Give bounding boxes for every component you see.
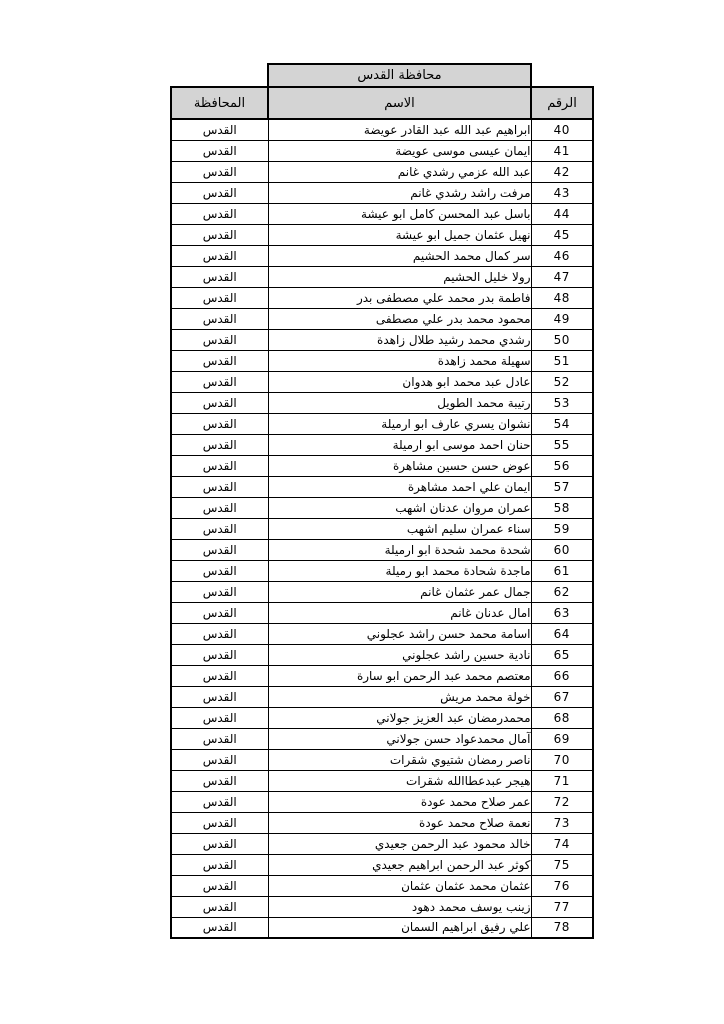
cell-governorate: القدس [171,917,268,938]
cell-name: سناء عمران سليم اشهب [268,518,531,539]
cell-number: 64 [531,623,593,644]
cell-governorate: القدس [171,287,268,308]
cell-governorate: القدس [171,245,268,266]
cell-number: 43 [531,182,593,203]
table-row [171,581,593,602]
table-row [171,455,593,476]
cell-name: نشوان يسري عارف ابو ارميلة [268,413,531,434]
cell-number: 67 [531,686,593,707]
cell-name: مرفت راشد رشدي غانم [268,182,531,203]
cell-governorate: القدس [171,266,268,287]
table-row [171,623,593,644]
table-row [171,350,593,371]
cell-number: 77 [531,896,593,917]
table-row [171,413,593,434]
table-row [171,812,593,833]
cell-number: 45 [531,224,593,245]
cell-name: هيجر عبدعطاالله شقرات [268,770,531,791]
table-row [171,644,593,665]
col-header-number: الرقم [531,87,593,119]
cell-number: 50 [531,329,593,350]
cell-governorate: القدس [171,833,268,854]
cell-name: رولا خليل الحشيم [268,266,531,287]
cell-number: 69 [531,728,593,749]
cell-number: 76 [531,875,593,896]
cell-name: عمران مروان عدنان اشهب [268,497,531,518]
table-row [171,749,593,770]
cell-number: 46 [531,245,593,266]
table-title-cell: محافظة القدس [268,64,531,87]
cell-number: 66 [531,665,593,686]
col-header-governorate: المحافظة [171,87,268,119]
cell-number: 47 [531,266,593,287]
table-row [171,182,593,203]
table-row [171,833,593,854]
table-row [171,686,593,707]
table-row [171,308,593,329]
cell-name: زينب يوسف محمد دهود [268,896,531,917]
cell-governorate: القدس [171,539,268,560]
cell-governorate: القدس [171,119,268,140]
table-row [171,539,593,560]
cell-name: اسامة محمد حسن راشد عجلوني [268,623,531,644]
cell-name: حنان احمد موسى ابو ارميلة [268,434,531,455]
cell-name: فاطمة بدر محمد علي مصطفى بدر [268,287,531,308]
cell-governorate: القدس [171,308,268,329]
cell-number: 44 [531,203,593,224]
cell-name: نهيل عثمان جميل ابو عيشة [268,224,531,245]
table-row [171,434,593,455]
table-row [171,287,593,308]
cell-number: 58 [531,497,593,518]
cell-name: ماجدة شحادة محمد ابو رميلة [268,560,531,581]
cell-number: 41 [531,140,593,161]
table-row [171,854,593,875]
table-row [171,665,593,686]
table-row [171,560,593,581]
cell-name: عبد الله عزمي رشدي غانم [268,161,531,182]
table-row [171,875,593,896]
cell-governorate: القدس [171,161,268,182]
cell-name: عادل عبد محمد ابو هدوان [268,371,531,392]
cell-name: آمال محمدعواد حسن جولاني [268,728,531,749]
cell-governorate: القدس [171,350,268,371]
cell-governorate: القدس [171,749,268,770]
cell-number: 49 [531,308,593,329]
cell-number: 55 [531,434,593,455]
cell-number: 40 [531,119,593,140]
cell-governorate: القدس [171,896,268,917]
cell-governorate: القدس [171,329,268,350]
col-header-name: الاسم [268,87,531,119]
cell-name: ناصر رمضان شتيوي شقرات [268,749,531,770]
cell-name: رتيبة محمد الطويل [268,392,531,413]
cell-number: 48 [531,287,593,308]
cell-number: 63 [531,602,593,623]
cell-name: باسل عبد المحسن كامل ابو عيشة [268,203,531,224]
cell-governorate: القدس [171,728,268,749]
cell-name: سر كمال محمد الحشيم [268,245,531,266]
table-row [171,917,593,938]
table-row [171,602,593,623]
table-row [171,329,593,350]
cell-number: 42 [531,161,593,182]
cell-number: 56 [531,455,593,476]
table-row [171,119,593,140]
cell-number: 57 [531,476,593,497]
table-row [171,203,593,224]
table-row [171,224,593,245]
table-row [171,245,593,266]
cell-governorate: القدس [171,182,268,203]
cell-governorate: القدس [171,413,268,434]
table-row [171,770,593,791]
cell-number: 54 [531,413,593,434]
table-row [171,371,593,392]
table-row [171,707,593,728]
cell-governorate: القدس [171,707,268,728]
cell-governorate: القدس [171,854,268,875]
cell-number: 70 [531,749,593,770]
cell-name: معتصم محمد عبد الرحمن ابو سارة [268,665,531,686]
cell-name: ايمان علي احمد مشاهرة [268,476,531,497]
table-row [171,476,593,497]
cell-name: شحدة محمد شحدة ابو ارميلة [268,539,531,560]
cell-governorate: القدس [171,644,268,665]
table-header-row [171,87,593,119]
cell-name: عمر صلاح محمد عودة [268,791,531,812]
cell-number: 51 [531,350,593,371]
cell-name: رشدي محمد رشيد طلال زاهدة [268,329,531,350]
cell-governorate: القدس [171,203,268,224]
cell-number: 62 [531,581,593,602]
spacer-cell-left [171,64,268,87]
cell-governorate: القدس [171,665,268,686]
cell-name: كوثر عبد الرحمن ابراهيم جعيدي [268,854,531,875]
cell-number: 73 [531,812,593,833]
cell-number: 72 [531,791,593,812]
cell-number: 61 [531,560,593,581]
cell-number: 75 [531,854,593,875]
table-row [171,266,593,287]
spacer-cell-right [531,64,593,87]
cell-number: 68 [531,707,593,728]
cell-number: 65 [531,644,593,665]
cell-governorate: القدس [171,392,268,413]
table-body [171,119,593,938]
cell-number: 53 [531,392,593,413]
cell-governorate: القدس [171,560,268,581]
table-row [171,140,593,161]
table-row [171,728,593,749]
cell-name: ايمان عيسى موسى عويضة [268,140,531,161]
table-row [171,518,593,539]
cell-name: نادية حسين راشد عجلوني [268,644,531,665]
cell-name: جمال عمر عثمان غانم [268,581,531,602]
cell-governorate: القدس [171,518,268,539]
cell-governorate: القدس [171,476,268,497]
cell-governorate: القدس [171,791,268,812]
cell-name: سهيلة محمد زاهدة [268,350,531,371]
cell-name: عوض حسن حسين مشاهرة [268,455,531,476]
cell-name: محمود محمد بدر علي مصطفى [268,308,531,329]
cell-governorate: القدس [171,812,268,833]
cell-number: 52 [531,371,593,392]
cell-governorate: القدس [171,875,268,896]
cell-governorate: القدس [171,497,268,518]
cell-governorate: القدس [171,434,268,455]
table-row [171,392,593,413]
cell-governorate: القدس [171,770,268,791]
cell-number: 60 [531,539,593,560]
governorate-table [170,63,594,939]
cell-governorate: القدس [171,602,268,623]
cell-number: 74 [531,833,593,854]
table-row [171,497,593,518]
cell-name: محمدرمضان عبد العزيز جولاني [268,707,531,728]
cell-governorate: القدس [171,623,268,644]
cell-name: نعمة صلاح محمد عودة [268,812,531,833]
table-title-row [171,64,593,87]
cell-governorate: القدس [171,224,268,245]
cell-governorate: القدس [171,581,268,602]
cell-governorate: القدس [171,455,268,476]
table-row [171,791,593,812]
cell-name: عثمان محمد عثمان عثمان [268,875,531,896]
cell-number: 59 [531,518,593,539]
cell-name: خالد محمود عبد الرحمن جعيدي [268,833,531,854]
cell-name: ابراهيم عبد الله عبد القادر عويضة [268,119,531,140]
cell-number: 78 [531,917,593,938]
cell-name: امال عدنان غانم [268,602,531,623]
cell-number: 71 [531,770,593,791]
cell-governorate: القدس [171,686,268,707]
cell-governorate: القدس [171,140,268,161]
cell-name: علي رفيق ابراهيم السمان [268,917,531,938]
cell-name: خولة محمد مريش [268,686,531,707]
table-row [171,161,593,182]
table-row [171,896,593,917]
cell-governorate: القدس [171,371,268,392]
